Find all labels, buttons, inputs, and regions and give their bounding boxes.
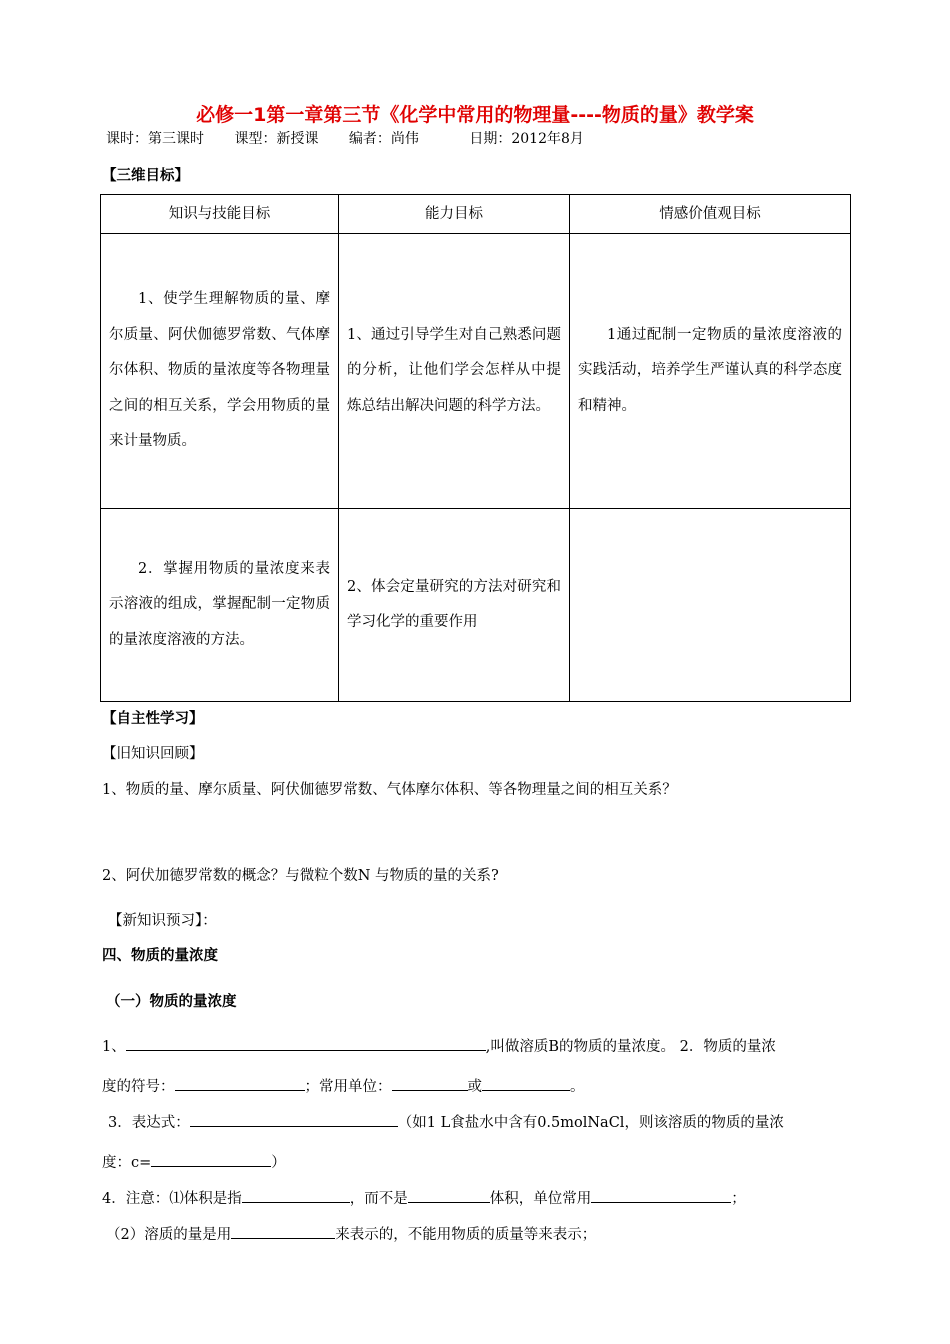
goal-knowledge-1: 1、使学生理解物质的量、摩尔质量、阿伏伽德罗常数、气体摩尔体积、物质的量浓度等各物理量之间的相互关系，学会用物质的量来计量物质。 <box>101 234 339 509</box>
section-part4: 四、物质的量浓度 <box>102 948 218 964</box>
goal-ability-2: 2、体会定量研究的方法对研究和学习化学的重要作用 <box>339 509 570 702</box>
blank-unit-1 <box>392 1074 468 1091</box>
line3-prefix: 3．表达式： <box>108 1115 190 1131</box>
goal-ability-1: 1、通过引导学生对自己熟悉问题的分析，让他们学会怎样从中提炼总结出解决问题的科学方法。 <box>339 234 570 509</box>
header-ability: 能力目标 <box>339 195 570 234</box>
meta-date: 日期：2012年8月 <box>469 131 584 147</box>
meta-period: 课时：第三课时 <box>106 131 204 147</box>
header-emotion: 情感价值观目标 <box>570 195 851 234</box>
line2-prefix: 度的符号： <box>102 1079 175 1095</box>
line5-prefix: 4．注意：⑴体积是指 <box>102 1191 242 1207</box>
line2-unit-label: ；常用单位： <box>304 1079 392 1095</box>
line6-suffix: 来表示的，不能用物质的质量等来表示； <box>335 1227 597 1243</box>
goals-row-2 <box>101 509 851 702</box>
goal-knowledge-2: 2．掌握用物质的量浓度来表示溶液的组成，掌握配制一定物质的量浓度溶液的方法。 <box>101 509 339 702</box>
page-title: 必修一1第一章第三节《化学中常用的物理量----物质的量》教学案 <box>196 104 754 126</box>
body-line-6 <box>106 1222 856 1244</box>
section-self-study: 【自主性学习】 <box>102 711 204 727</box>
blank-volume-2 <box>408 1186 490 1203</box>
body-line-5 <box>102 1186 852 1208</box>
section-review: 【旧知识回顾】 <box>102 746 204 762</box>
blank-unit-2 <box>482 1074 570 1091</box>
review-question-2: 2、阿伏加德罗常数的概念？与微粒个数N 与物质的量的关系? <box>102 868 499 884</box>
line5-unit: 体积，单位常用 <box>489 1191 592 1207</box>
line5-not: ，而不是 <box>349 1191 408 1207</box>
line6-prefix: （2）溶质的量是用 <box>106 1227 232 1243</box>
review-question-1: 1、物质的量、摩尔质量、阿伏伽德罗常数、气体摩尔体积、等各物理量之间的相互关系？ <box>102 782 677 798</box>
blank-expression <box>190 1110 398 1127</box>
section-preview: 【新知识预习】： <box>108 913 217 929</box>
line3-suffix: （如1 L食盐水中含有0.5molNaCl，则该溶质的物质的量浓 <box>397 1115 784 1131</box>
blank-volume <box>242 1186 350 1203</box>
goal-emotion-2 <box>570 509 851 702</box>
line5-end: ； <box>731 1191 746 1207</box>
blank-symbol <box>175 1074 305 1091</box>
meta-editor: 编者：尚伟 <box>348 131 419 147</box>
body-line-3 <box>108 1110 858 1132</box>
blank-solute <box>231 1222 335 1239</box>
line1-prefix: 1、 <box>102 1039 126 1055</box>
blank-c <box>151 1150 271 1167</box>
line2-or: 或 <box>467 1079 482 1095</box>
section-sub1: （一）物质的量浓度 <box>106 994 237 1010</box>
header-knowledge: 知识与技能目标 <box>101 195 339 234</box>
blank-definition <box>126 1034 486 1051</box>
line1-suffix: ,叫做溶质B的物质的量浓度。 2．物质的量浓 <box>485 1039 776 1055</box>
line4-prefix: 度：c= <box>102 1155 152 1171</box>
meta-type: 课型：新授课 <box>234 131 319 147</box>
body-line-2 <box>102 1074 852 1096</box>
body-line-4 <box>102 1150 852 1172</box>
body-line-1 <box>102 1034 852 1056</box>
goals-header-row <box>101 195 851 234</box>
goal-emotion-1: 1通过配制一定物质的量浓度溶液的实践活动，培养学生严谨认真的科学态度和精神。 <box>570 234 851 509</box>
goals-row-1 <box>101 234 851 509</box>
line2-end: 。 <box>570 1079 585 1095</box>
line4-end: ） <box>271 1155 286 1171</box>
blank-volume-unit <box>591 1186 731 1203</box>
section-goals-heading: 【三维目标】 <box>102 168 189 184</box>
lesson-meta <box>106 128 610 148</box>
goals-table <box>100 194 851 702</box>
